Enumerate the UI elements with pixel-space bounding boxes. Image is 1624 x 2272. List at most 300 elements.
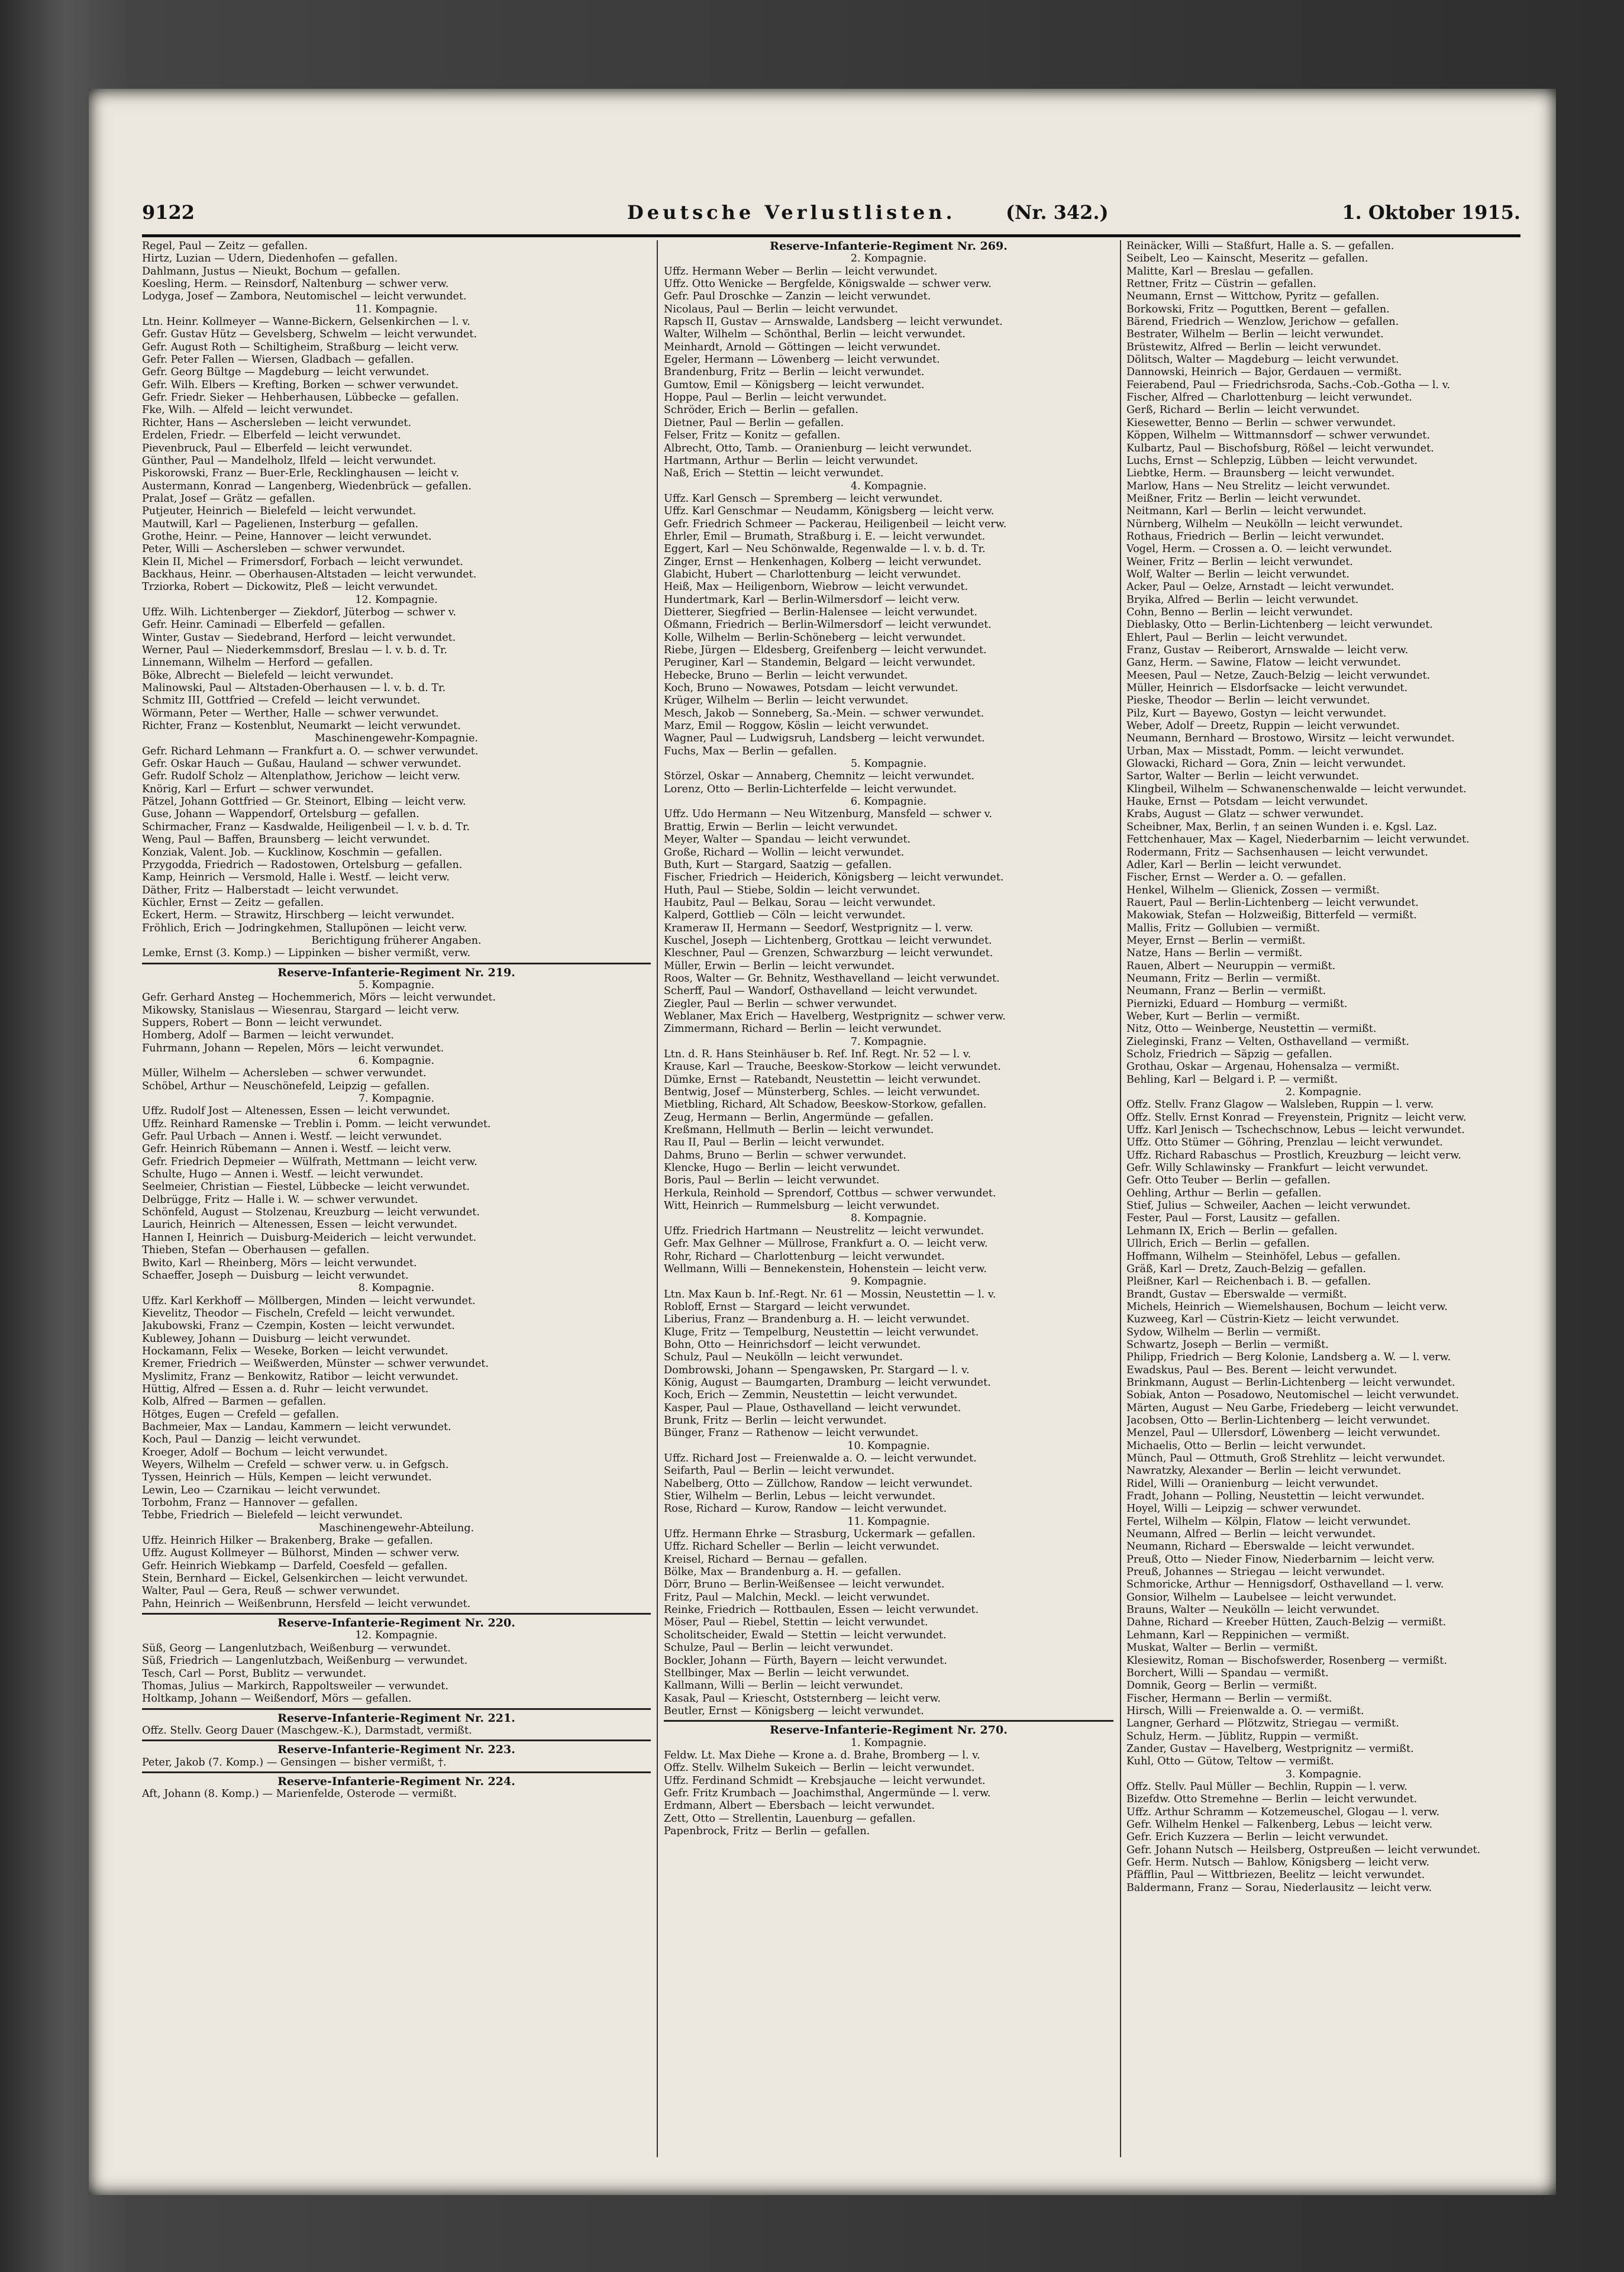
casualty-entry: Rohr, Richard — Charlottenburg — leicht verwundet.	[664, 1250, 945, 1263]
casualty-entry: Brauns, Walter — Neukölln — leicht verwundet.	[1126, 1604, 1380, 1616]
casualty-entry: Kasak, Paul — Kriescht, Oststernberg — leicht verw.	[664, 1692, 941, 1705]
casualty-entry: Brüstewitz, Alfred — Berlin — leicht verwundet.	[1126, 341, 1381, 353]
regiment-heading: Reserve-Infanterie-Regiment Nr. 219.	[277, 966, 515, 979]
issue-date: 1. Oktober 1915.	[1342, 201, 1520, 224]
regiment-heading: Reserve-Infanterie-Regiment Nr. 270.	[770, 1724, 1008, 1737]
casualty-entry: Schulte, Hugo — Annen i. Westf. — leicht verwundet.	[142, 1169, 424, 1181]
casualty-entry: Zander, Gustav — Havelberg, Westprignitz — vermißt.	[1126, 1742, 1414, 1755]
casualty-entry: Gerß, Richard — Berlin — leicht verwundet.	[1126, 404, 1360, 417]
casualty-entry: Neumann, Ernst — Wittchow, Pyritz — gefallen.	[1126, 291, 1380, 303]
company-heading: Maschinengewehr-Kompagnie.	[314, 732, 479, 745]
casualty-entry: Adler, Karl — Berlin — leicht verwundet.	[1126, 859, 1342, 871]
company-heading: 2. Kompagnie.	[1285, 1086, 1362, 1099]
casualty-entry: Scherff, Paul — Wandorf, Osthavelland — leicht verwundet.	[664, 985, 978, 998]
casualty-entry: Ewadskus, Paul — Bes. Berent — leicht verwundet.	[1126, 1364, 1397, 1376]
casualty-entry: Behling, Karl — Belgard i. P. — vermißt.	[1126, 1073, 1338, 1086]
regiment-heading: Reserve-Infanterie-Regiment Nr. 224.	[277, 1775, 515, 1788]
casualty-entry: Fritz, Paul — Malchin, Meckl. — leicht verwundet.	[664, 1591, 930, 1603]
casualty-entry: Tebbe, Friedrich — Bielefeld — leicht verwundet.	[142, 1509, 403, 1522]
casualty-entry: Böke, Albrecht — Bielefeld — leicht verwundet.	[142, 669, 394, 682]
casualty-entry: Bwito, Karl — Rheinberg, Mörs — leicht verwundet.	[142, 1257, 417, 1269]
casualty-entry: Richter, Franz — Kostenblut, Neumarkt — leicht verwundet.	[142, 720, 461, 732]
company-heading: 7. Kompagnie.	[850, 1035, 927, 1048]
casualty-entry: Kreßmann, Hellmuth — Berlin — leicht verwundet.	[664, 1124, 934, 1137]
casualty-entry: Hartmann, Arthur — Berlin — leicht verwundet.	[664, 454, 918, 467]
casualty-entry: Eggert, Karl — Neu Schönwalde, Regenwalde — l. v. b. d. Tr.	[664, 543, 986, 556]
casualty-entry: Sobiak, Anton — Posadowo, Neutomischel — leicht verwundet.	[1126, 1389, 1460, 1402]
casualty-entry: Kasper, Paul — Plaue, Osthavelland — leicht verwundet.	[664, 1402, 961, 1414]
column-divider	[657, 240, 658, 2157]
casualty-entry: Weng, Paul — Baffen, Braunsberg — leicht verwundet.	[142, 834, 430, 846]
casualty-entry: Jakubowski, Franz — Czempin, Kosten — leicht verwundet.	[142, 1320, 455, 1332]
casualty-entry: Domnik, Georg — Berlin — vermißt.	[1126, 1680, 1318, 1692]
casualty-entry: Gefr. Friedrich Depmeier — Wülfrath, Mettmann — leicht verw.	[142, 1156, 477, 1168]
casualty-entry: Przygodda, Friedrich — Radostowen, Ortelsburg — gefallen.	[142, 859, 463, 871]
casualty-entry: Ganz, Herm. — Sawine, Flatow — leicht verwundet.	[1126, 657, 1401, 669]
casualty-entry: Backhaus, Heinr. — Oberhausen-Altstaden — leicht verwundet.	[142, 568, 477, 580]
casualty-entry: Gefr. Georg Bültge — Magdeburg — leicht verwundet.	[142, 366, 430, 379]
casualty-entry: Walter, Paul — Gera, Reuß — schwer verwundet.	[142, 1585, 400, 1598]
casualty-entry: Seibelt, Leo — Kainscht, Meseritz — gefallen.	[1126, 253, 1368, 265]
page-content	[142, 201, 1520, 2166]
casualty-entry: Brandenburg, Fritz — Berlin — leicht verwundet.	[664, 366, 925, 379]
casualty-entry: Grothe, Heinr. — Peine, Hannover — leicht verwundet.	[142, 530, 432, 543]
casualty-entry: Erdelen, Friedr. — Elberfeld — leicht verwundet.	[142, 430, 401, 442]
company-heading: 7. Kompagnie.	[358, 1093, 435, 1105]
casualty-entry: Bestrater, Wilhelm — Berlin — leicht verwundet.	[1126, 328, 1384, 341]
casualty-entry: Klesiewitz, Roman — Bischofswerder, Rosenberg — vermißt.	[1126, 1654, 1447, 1667]
company-heading: Berichtigung früherer Angaben.	[311, 934, 482, 947]
casualty-entry: Müller, Wilhelm — Achersleben — schwer verwundet.	[142, 1067, 427, 1080]
publication-title: Deutsche Verlustlisten.	[627, 201, 956, 224]
casualty-entry: Gefr. Wilhelm Henkel — Falkenberg, Lebus — leicht verw.	[1126, 1818, 1433, 1831]
casualty-entry: Fke, Wilh. — Alfeld — leicht verwundet.	[142, 404, 353, 417]
regiment-heading: Reserve-Infanterie-Regiment Nr. 220.	[277, 1617, 515, 1630]
casualty-entry: Dölitsch, Walter — Magdeburg — leicht verwundet.	[1126, 354, 1399, 366]
casualty-entry: Uffz. Karl Kerkhoff — Möllbergen, Minden — leicht verwundet.	[142, 1295, 476, 1307]
casualty-entry: Brandt, Gustav — Eberswalde — vermißt.	[1126, 1288, 1347, 1300]
casualty-entry: Weiner, Fritz — Berlin — leicht verwundet.	[1126, 556, 1353, 568]
casualty-entry: Eckert, Herm. — Strawitz, Hirschberg — leicht verwundet.	[142, 909, 454, 922]
casualty-entry: Ltn. Heinr. Kollmeyer — Wanne-Bickern, Gelsenkirchen — l. v.	[142, 316, 470, 328]
casualty-entry: Mietbling, Richard, Alt Schadow, Beeskow-Storkow, gefallen.	[664, 1099, 987, 1111]
casualty-entry: Gefr. Erich Kuzzera — Berlin — leicht verwundet.	[1126, 1831, 1389, 1844]
casualty-entry: Pätzel, Johann Gottfried — Gr. Steinort, Elbing — leicht verw.	[142, 796, 466, 808]
casualty-entry: Gumtow, Emil — Königsberg — leicht verwundet.	[664, 379, 925, 391]
regiment-heading: Reserve-Infanterie-Regiment Nr. 269.	[770, 240, 1008, 253]
casualty-entry: Ehlert, Paul — Berlin — leicht verwundet.	[1126, 631, 1348, 644]
casualty-entry: Gefr. Gustav Hütz — Gevelsberg, Schwelm — leicht verwundet.	[142, 328, 477, 341]
casualty-entry: Gefr. Oskar Hauch — Gußau, Hauland — schwer verwundet.	[142, 758, 461, 770]
casualty-entry: Thomas, Julius — Markirch, Rappoltsweiler — verwundet.	[142, 1680, 448, 1692]
columns	[142, 240, 1520, 2157]
casualty-entry: Dahne, Richard — Kreeber Hütten, Zauch-Belzig — vermißt.	[1126, 1616, 1447, 1629]
casualty-entry: Preuß, Otto — Nieder Finow, Niederbarnim — leicht verw.	[1126, 1553, 1435, 1566]
casualty-entry: Peter, Jakob (7. Komp.) — Gensingen — bisher vermißt, †.	[142, 1756, 447, 1768]
casualty-entry: Uffz. August Kollmeyer — Bülhorst, Minden — schwer verw.	[142, 1547, 460, 1560]
casualty-entry: Malitte, Karl — Breslau — gefallen.	[1126, 265, 1314, 277]
casualty-entry: Kuzweeg, Karl — Cüstrin-Kietz — leicht verwundet.	[1126, 1314, 1399, 1326]
casualty-entry: Uffz. Udo Hermann — Neu Witzenburg, Mansfeld — schwer v.	[664, 808, 993, 821]
casualty-entry: Schulz, Herm. — Jüblitz, Ruppin — vermißt.	[1126, 1730, 1359, 1742]
casualty-entry: Oehling, Arthur — Berlin — gefallen.	[1126, 1187, 1322, 1199]
casualty-entry: Albrecht, Otto, Tamb. — Oranienburg — leicht verwundet.	[664, 442, 972, 454]
casualty-entry: Kallmann, Willi — Berlin — leicht verwundet.	[664, 1680, 903, 1692]
casualty-entry: Gefr. Peter Fallen — Wiersen, Gladbach — gefallen.	[142, 354, 414, 366]
casualty-entry: Uffz. Arthur Schramm — Kotzemeuschel, Glogau — l. verw.	[1126, 1806, 1440, 1818]
casualty-entry: Laurich, Heinrich — Altenessen, Essen — leicht verwundet.	[142, 1219, 457, 1231]
casualty-entry: Kalperd, Gottlieb — Cöln — leicht verwundet.	[664, 909, 906, 922]
casualty-entry: Gefr. Heinrich Wiebkamp — Darfeld, Coesfeld — gefallen.	[142, 1560, 448, 1572]
casualty-entry: Neumann, Bernhard — Brostowo, Wirsitz — leicht verwundet.	[1126, 732, 1455, 745]
casualty-entry: Michaelis, Otto — Berlin — leicht verwundet.	[1126, 1440, 1366, 1452]
company-heading: 2. Kompagnie.	[850, 253, 927, 265]
casualty-entry: Glabicht, Hubert — Charlottenburg — leicht verwundet.	[664, 568, 961, 580]
casualty-entry: Fuchs, Max — Berlin — gefallen.	[664, 745, 837, 757]
casualty-entry: Gefr. Richard Lehmann — Frankfurt a. O. — schwer verwundet.	[142, 745, 479, 757]
casualty-entry: Dieblasky, Otto — Berlin-Lichtenberg — leicht verwundet.	[1126, 619, 1433, 631]
casualty-entry: Gefr. Wilh. Elbers — Krefting, Borken — schwer verwundet.	[142, 379, 459, 391]
casualty-entry: Lehmann, Karl — Reppinichen — vermißt.	[1126, 1629, 1349, 1641]
casualty-entry: Ehrler, Emil — Brumath, Straßburg i. E. — leicht verwundet.	[664, 530, 986, 543]
casualty-entry: Märten, August — Neu Garbe, Friedeberg — leicht verwundet.	[1126, 1402, 1459, 1414]
casualty-entry: Dietner, Paul — Berlin — gefallen.	[664, 417, 844, 429]
casualty-entry: Papenbrock, Fritz — Berlin — gefallen.	[664, 1825, 870, 1837]
casualty-entry: Egeler, Hermann — Löwenberg — leicht verwundet.	[664, 354, 940, 366]
casualty-entry: Scholz, Friedrich — Säpzig — gefallen.	[1126, 1048, 1332, 1060]
casualty-entry: Krabs, August — Glatz — schwer verwundet.	[1126, 808, 1364, 821]
casualty-entry: Brinkmann, August — Berlin-Lichtenberg — leicht verwundet.	[1126, 1376, 1455, 1389]
casualty-entry: Offz. Stellv. Georg Dauer (Maschgew.-K.), Darmstadt, vermißt.	[142, 1724, 472, 1737]
casualty-entry: Kulbartz, Paul — Bischofsburg, Rößel — leicht verwundet.	[1126, 442, 1434, 454]
casualty-entry: Walter, Wilhelm — Schönthal, Berlin — leicht verwundet.	[664, 328, 966, 341]
casualty-entry: Fischer, Friedrich — Heiderich, Königsberg — leicht verwundet.	[664, 872, 1004, 884]
casualty-entry: Offz. Stellv. Ernst Konrad — Freyenstein, Prignitz — leicht verw.	[1126, 1111, 1467, 1124]
casualty-entry: Neumann, Richard — Eberswalde — leicht verwundet.	[1126, 1541, 1415, 1553]
casualty-entry: Krameraw II, Hermann — Seedorf, Westprignitz — l. verw.	[664, 922, 973, 934]
casualty-entry: Jacobsen, Otto — Berlin-Lichtenberg — leicht verwundet.	[1126, 1414, 1431, 1427]
casualty-entry: Lodyga, Josef — Zambora, Neutomischel — leicht verwundet.	[142, 291, 467, 303]
casualty-entry: Gefr. Willy Schlawinsky — Frankfurt — leicht verwundet.	[1126, 1162, 1429, 1174]
section-rule	[142, 1771, 651, 1773]
casualty-entry: Uffz. Ferdinand Schmidt — Krebsjauche — leicht verwundet.	[664, 1774, 986, 1787]
casualty-entry: Bölke, Max — Brandenburg a. H. — gefallen.	[664, 1566, 902, 1579]
casualty-entry: Scholitscheider, Ewald — Stettin — leicht verwundet.	[664, 1629, 947, 1641]
casualty-entry: Fester, Paul — Forst, Lausitz — gefallen.	[1126, 1212, 1341, 1225]
casualty-entry: Thieben, Stefan — Oberhausen — gefallen.	[142, 1244, 370, 1257]
casualty-entry: Rodermann, Fritz — Sachsenhausen — leicht verwundet.	[1126, 846, 1428, 859]
casualty-entry: Uffz. Karl Genschmar — Neudamm, Königsberg — leicht verw.	[664, 505, 995, 518]
casualty-entry: Nabelberg, Otto — Züllchow, Randow — leicht verwundet.	[664, 1477, 973, 1490]
casualty-entry: Franz, Gustav — Reiberort, Arnswalde — leicht verw.	[1126, 644, 1409, 656]
casualty-entry: Michels, Heinrich — Wiemelshausen, Bochum — leicht verw.	[1126, 1300, 1448, 1313]
casualty-entry: Neumann, Alfred — Berlin — leicht verwundet.	[1126, 1528, 1376, 1541]
casualty-entry: Schmitz III, Gottfried — Crefeld — leicht verwundet.	[142, 695, 421, 707]
casualty-entry: Günther, Paul — Mandelholz, Ilfeld — leicht verwundet.	[142, 454, 437, 467]
casualty-entry: Scheibner, Max, Berlin, † an seinen Wunden i. e. Kgsl. Laz.	[1126, 821, 1437, 833]
casualty-entry: Gefr. Gerhard Ansteg — Hochemmerich, Mörs — leicht verwundet.	[142, 992, 496, 1004]
casualty-entry: Wörmann, Peter — Werther, Halle — schwer verwundet.	[142, 707, 439, 719]
casualty-entry: Uffz. Karl Gensch — Spremberg — leicht verwundet.	[664, 492, 943, 505]
casualty-entry: Fischer, Hermann — Berlin — vermißt.	[1126, 1692, 1332, 1705]
casualty-entry: König, August — Baumgarten, Dramburg — leicht verwundet.	[664, 1376, 991, 1389]
casualty-entry: Bünger, Franz — Rathenow — leicht verwundet.	[664, 1427, 919, 1440]
casualty-entry: Gefr. Paul Droschke — Zanzin — leicht verwundet.	[664, 291, 931, 303]
company-heading: 10. Kompagnie.	[847, 1440, 930, 1452]
casualty-entry: Sartor, Walter — Berlin — leicht verwundet.	[1126, 770, 1360, 783]
casualty-entry: Fischer, Ernst — Werder a. O. — gefallen.	[1126, 872, 1347, 884]
casualty-entry: Austermann, Konrad — Langenberg, Wiedenbrück — gefallen.	[142, 480, 472, 492]
casualty-entry: Felser, Fritz — Konitz — gefallen.	[664, 430, 841, 442]
casualty-entry: Gefr. Johann Nutsch — Heilsberg, Ostpreußen — leicht verwundet.	[1126, 1844, 1481, 1856]
casualty-entry: Wagner, Paul — Ludwigsruh, Landsberg — leicht verwundet.	[664, 732, 985, 745]
casualty-entry: Erdmann, Albert — Ebersbach — leicht verwundet.	[664, 1800, 935, 1812]
casualty-entry: Uffz. Rudolf Jost — Altenessen, Essen — leicht verwundet.	[142, 1105, 450, 1118]
casualty-entry: Vogel, Herm. — Crossen a. O. — leicht verwundet.	[1126, 543, 1393, 556]
header-rule	[142, 234, 1520, 237]
casualty-entry: Peter, Willi — Aschersleben — schwer verwundet.	[142, 543, 405, 556]
casualty-entry: Brunk, Fritz — Berlin — leicht verwundet.	[664, 1414, 887, 1427]
casualty-entry: Uffz. Wilh. Lichtenberger — Ziekdorf, Jüterbog — schwer v.	[142, 606, 457, 618]
casualty-entry: Nürnberg, Wilhelm — Neukölln — leicht verwundet.	[1126, 518, 1403, 530]
casualty-entry: Putjeuter, Heinrich — Bielefeld — leicht verwundet.	[142, 505, 417, 518]
casualty-entry: Marz, Emil — Roggow, Köslin — leicht verwundet.	[664, 720, 929, 732]
casualty-entry: Acker, Paul — Oelze, Arnstadt — leicht verwundet.	[1126, 581, 1394, 593]
casualty-entry: Muskat, Walter — Berlin — vermißt.	[1126, 1642, 1318, 1654]
casualty-entry: Uffz. Otto Wenicke — Bergfelde, Königswalde — schwer verw.	[664, 278, 992, 291]
casualty-entry: Ltn. Max Kaun b. Inf.-Regt. Nr. 61 — Mossin, Neustettin — l. v.	[664, 1288, 996, 1300]
casualty-entry: Däther, Fritz — Halberstadt — leicht verwundet.	[142, 884, 399, 896]
casualty-entry: Neumann, Franz — Berlin — vermißt.	[1126, 985, 1326, 998]
casualty-entry: Wellmann, Willi — Bennekenstein, Hohenstein — leicht verw.	[664, 1263, 987, 1275]
casualty-entry: Aft, Johann (8. Komp.) — Marienfelde, Osterode — vermißt.	[142, 1788, 457, 1800]
casualty-entry: Zieleginski, Franz — Velten, Osthavelland — vermißt.	[1126, 1035, 1409, 1048]
casualty-entry: Koch, Paul — Danzig — leicht verwundet.	[142, 1434, 361, 1446]
issue-number: (Nr. 342.)	[1006, 201, 1109, 224]
casualty-entry: Koch, Bruno — Nowawes, Potsdam — leicht verwundet.	[664, 682, 958, 695]
casualty-entry: Neumann, Fritz — Berlin — vermißt.	[1126, 972, 1321, 985]
casualty-entry: Bärend, Friedrich — Wenzlow, Jerichow — gefallen.	[1126, 316, 1399, 328]
casualty-entry: Philipp, Friedrich — Berg Kolonie, Landsberg a. W. — l. verw.	[1126, 1351, 1451, 1364]
casualty-entry: Kreisel, Richard — Bernau — gefallen.	[664, 1553, 867, 1566]
casualty-entry: Gefr. August Roth — Schiltigheim, Straßburg — leicht verw.	[142, 341, 459, 353]
section-rule	[142, 963, 651, 964]
casualty-entry: Feierabend, Paul — Friedrichsroda, Sachs.-Cob.-Gotha — l. v.	[1126, 379, 1451, 391]
casualty-entry: Tyssen, Heinrich — Hüls, Kempen — leicht verwundet.	[142, 1471, 432, 1484]
casualty-entry: Schulz, Paul — Neukölln — leicht verwundet.	[664, 1351, 903, 1364]
casualty-entry: Schwartz, Joseph — Berlin — vermißt.	[1126, 1338, 1329, 1351]
casualty-entry: Meyer, Ernst — Berlin — vermißt.	[1126, 934, 1306, 947]
casualty-entry: Uffz. Reinhard Ramenske — Treblin i. Pomm. — leicht verwundet.	[142, 1118, 491, 1130]
casualty-entry: Naß, Erich — Stettin — leicht verwundet.	[664, 467, 884, 480]
company-heading: 12. Kompagnie.	[355, 1629, 438, 1642]
casualty-entry: Uffz. Otto Stümer — Göhring, Prenzlau — leicht verwundet.	[1126, 1137, 1443, 1149]
casualty-entry: Mallis, Fritz — Gollubien — vermißt.	[1126, 922, 1320, 934]
casualty-entry: Dietterer, Siegfried — Berlin-Halensee — leicht verwundet.	[664, 606, 977, 618]
casualty-entry: Krüger, Wilhelm — Berlin — leicht verwundet.	[664, 695, 909, 707]
company-heading: 1. Kompagnie.	[850, 1737, 927, 1749]
casualty-entry: Schröder, Erich — Berlin — gefallen.	[664, 404, 858, 417]
casualty-entry: Schöbel, Arthur — Neuschönefeld, Leipzig — gefallen.	[142, 1080, 430, 1092]
casualty-entry: Weyers, Wilhelm — Crefeld — schwer verw. u. in Gefgsch.	[142, 1459, 449, 1471]
column-1	[142, 240, 651, 2157]
casualty-entry: Koesling, Herm. — Reinsdorf, Naltenburg — schwer verw.	[142, 278, 449, 291]
casualty-entry: Henkel, Wilhelm — Glienick, Zossen — vermißt.	[1126, 884, 1380, 896]
casualty-entry: Süß, Friedrich — Langenlutzbach, Weißenburg — verwundet.	[142, 1655, 468, 1667]
casualty-entry: Uffz. Hermann Ehrke — Strasburg, Uckermark — gefallen.	[664, 1528, 976, 1541]
casualty-entry: Gefr. Heinr. Caminadi — Elberfeld — gefallen.	[142, 619, 386, 631]
casualty-entry: Cohn, Benno — Berlin — leicht verwundet.	[1126, 606, 1353, 618]
casualty-entry: Myslimitz, Franz — Benkowitz, Ratibor — leicht verwundet.	[142, 1370, 459, 1383]
casualty-entry: Fradt, Johann — Polling, Neustettin — leicht verwundet.	[1126, 1490, 1425, 1503]
casualty-entry: Stein, Bernhard — Eickel, Gelsenkirchen — leicht verwundet.	[142, 1573, 468, 1585]
casualty-entry: Lehmann IX, Erich — Berlin — gefallen.	[1126, 1225, 1338, 1237]
casualty-entry: Schaeffer, Joseph — Duisburg — leicht verwundet.	[142, 1269, 409, 1282]
casualty-entry: Robloff, Ernst — Stargard — leicht verwundet.	[664, 1300, 911, 1313]
casualty-entry: Gefr. Heinrich Rübemann — Annen i. Westf. — leicht verw.	[142, 1143, 451, 1156]
company-heading: 11. Kompagnie.	[847, 1515, 930, 1528]
casualty-entry: Guse, Johann — Wappendorf, Ortelsburg — gefallen.	[142, 808, 419, 821]
casualty-entry: Fertel, Wilhelm — Kölpin, Flatow — leicht verwundet.	[1126, 1515, 1411, 1528]
casualty-entry: Seifarth, Paul — Berlin — leicht verwundet.	[664, 1465, 895, 1477]
casualty-entry: Lewin, Leo — Czarnikau — leicht verwundet.	[142, 1484, 380, 1496]
casualty-entry: Rau II, Paul — Berlin — leicht verwundet.	[664, 1137, 884, 1149]
casualty-entry: Weblaner, Max Erich — Havelberg, Westprignitz — schwer verw.	[664, 1010, 1006, 1022]
casualty-entry: Regel, Paul — Zeitz — gefallen.	[142, 240, 308, 252]
casualty-entry: Lorenz, Otto — Berlin-Lichterfelde — leicht verwundet.	[664, 783, 957, 795]
casualty-entry: Oßmann, Friedrich — Berlin-Wilmersdorf — leicht verwundet.	[664, 619, 992, 631]
casualty-entry: Hötges, Eugen — Crefeld — gefallen.	[142, 1408, 339, 1421]
casualty-entry: Rauert, Paul — Berlin-Lichtenberg — leicht verwundet.	[1126, 896, 1419, 909]
casualty-entry: Konziak, Valent. Job. — Kucklinow, Koschmin — gefallen.	[142, 846, 443, 859]
casualty-entry: Hüttig, Alfred — Essen a. d. Ruhr — leicht verwundet.	[142, 1383, 429, 1395]
casualty-entry: Makowiak, Stefan — Holzweißig, Bitterfeld — vermißt.	[1126, 909, 1417, 922]
casualty-entry: Herkula, Reinhold — Sprendorf, Cottbus — schwer verwundet.	[664, 1187, 996, 1199]
casualty-entry: Schulze, Paul — Berlin — leicht verwundet.	[664, 1642, 893, 1654]
casualty-entry: Rothaus, Friedrich — Berlin — leicht verwundet.	[1126, 530, 1384, 543]
company-heading: 5. Kompagnie.	[850, 758, 927, 770]
casualty-entry: Hebecke, Bruno — Berlin — leicht verwundet.	[664, 669, 908, 682]
casualty-entry: Bohn, Otto — Heinrichsdorf — leicht verwundet.	[664, 1338, 921, 1351]
casualty-entry: Stief, Julius — Schweiler, Aachen — leicht verwundet.	[1126, 1200, 1411, 1212]
casualty-entry: Kuschel, Joseph — Lichtenberg, Grottkau — leicht verwundet.	[664, 934, 992, 947]
casualty-entry: Offz. Stellv. Paul Müller — Bechlin, Ruppin — l. verw.	[1126, 1780, 1407, 1793]
casualty-entry: Roos, Walter — Gr. Behnitz, Westhavelland — leicht verwundet.	[664, 972, 1000, 985]
casualty-entry: Rauen, Albert — Neuruppin — vermißt.	[1126, 960, 1336, 972]
casualty-entry: Köppen, Wilhelm — Wittmannsdorf — schwer verwundet.	[1126, 430, 1431, 442]
casualty-entry: Bryika, Alfred — Berlin — leicht verwundet.	[1126, 593, 1359, 606]
casualty-entry: Müller, Erwin — Berlin — leicht verwundet.	[664, 960, 895, 972]
casualty-entry: Knörig, Karl — Erfurt — schwer verwundet.	[142, 783, 374, 795]
casualty-entry: Preuß, Johannes — Striegau — leicht verwundet.	[1126, 1566, 1386, 1579]
casualty-entry: Nicolaus, Paul — Berlin — leicht verwundet.	[664, 303, 898, 315]
casualty-entry: Peruginer, Karl — Standemin, Belgard — leicht verwundet.	[664, 657, 976, 669]
casualty-entry: Nitz, Otto — Weinberge, Neustettin — vermißt.	[1126, 1023, 1377, 1035]
casualty-entry: Heiß, Max — Heiligenborn, Wiebrow — leicht verwundet.	[664, 581, 968, 593]
casualty-entry: Gefr. Rudolf Scholz — Altenplathow, Jerichow — leicht verw.	[142, 770, 460, 783]
casualty-entry: Sydow, Wilhelm — Berlin — vermißt.	[1126, 1326, 1321, 1338]
casualty-entry: Meinhardt, Arnold — Göttingen — leicht verwundet.	[664, 341, 941, 353]
casualty-entry: Meyer, Walter — Spandau — leicht verwundet.	[664, 834, 911, 846]
regiment-heading: Reserve-Infanterie-Regiment Nr. 221.	[277, 1712, 515, 1725]
casualty-entry: Störzel, Oskar — Annaberg, Chemnitz — leicht verwundet.	[664, 770, 975, 783]
section-rule	[142, 1708, 651, 1710]
casualty-entry: Kluge, Fritz — Tempelburg, Neustettin — leicht verwundet.	[664, 1326, 979, 1338]
casualty-entry: Witt, Heinrich — Rummelsburg — leicht verwundet.	[664, 1200, 939, 1212]
casualty-entry: Gefr. Friedr. Sieker — Hehberhausen, Lübbecke — gefallen.	[142, 392, 459, 404]
casualty-entry: Richter, Hans — Aschersleben — leicht verwundet.	[142, 417, 412, 429]
casualty-entry: Rose, Richard — Kurow, Randow — leicht verwundet.	[664, 1503, 947, 1515]
casualty-entry: Boris, Paul — Berlin — leicht verwundet.	[664, 1174, 880, 1187]
casualty-entry: Borchert, Willi — Spandau — vermißt.	[1126, 1667, 1329, 1679]
casualty-entry: Pievenbruck, Paul — Elberfeld — leicht verwundet.	[142, 442, 413, 454]
casualty-entry: Hoppe, Paul — Berlin — leicht verwundet.	[664, 392, 887, 404]
casualty-entry: Trziorka, Robert — Dickowitz, Pleß — leicht verwundet.	[142, 581, 438, 593]
casualty-entry: Menzel, Paul — Ullersdorf, Löwenberg — leicht verwundet.	[1126, 1427, 1441, 1440]
column-3	[1126, 240, 1520, 2157]
casualty-entry: Tesch, Carl — Porst, Bublitz — verwundet.	[142, 1667, 367, 1680]
casualty-entry: Zinger, Ernst — Henkenhagen, Kolberg — leicht verwundet.	[664, 556, 981, 568]
casualty-entry: Dahlmann, Justus — Nieukt, Bochum — gefallen.	[142, 265, 401, 277]
casualty-entry: Möser, Paul — Riebel, Stettin — leicht verwundet.	[664, 1616, 928, 1629]
casualty-entry: Piernizki, Eduard — Homburg — vermißt.	[1126, 998, 1348, 1010]
casualty-entry: Uffz. Friedrich Hartmann — Neustrelitz — leicht verwundet.	[664, 1225, 984, 1237]
casualty-entry: Meißner, Fritz — Berlin — leicht verwundet.	[1126, 492, 1361, 505]
casualty-entry: Reinke, Friedrich — Rottbaulen, Essen — leicht verwundet.	[664, 1604, 979, 1616]
company-heading: 4. Kompagnie.	[850, 480, 927, 492]
casualty-entry: Kleschner, Paul — Grenzen, Schwarzburg — leicht verwundet.	[664, 947, 993, 960]
casualty-entry: Kamp, Heinrich — Versmold, Halle i. Westf. — leicht verw.	[142, 872, 450, 884]
casualty-entry: Ridel, Willi — Oranienburg — leicht verwundet.	[1126, 1477, 1378, 1490]
casualty-entry: Uffz. Hermann Weber — Berlin — leicht verwundet.	[664, 265, 938, 277]
casualty-entry: Homberg, Adolf — Barmen — leicht verwundet.	[142, 1030, 394, 1042]
casualty-entry: Dombrowski, Johann — Spengawsken, Pr. Stargard — l. v.	[664, 1364, 970, 1376]
casualty-entry: Weber, Kurt — Berlin — vermißt.	[1126, 1010, 1300, 1022]
regiment-heading: Reserve-Infanterie-Regiment Nr. 223.	[277, 1744, 515, 1757]
casualty-entry: Wolf, Walter — Berlin — leicht verwundet.	[1126, 568, 1349, 580]
casualty-entry: Hauke, Ernst — Potsdam — leicht verwundet.	[1126, 796, 1368, 808]
casualty-entry: Gefr. Paul Urbach — Annen i. Westf. — leicht verwundet.	[142, 1131, 442, 1143]
casualty-entry: Natze, Hans — Berlin — vermißt.	[1126, 947, 1303, 960]
casualty-entry: Fischer, Alfred — Charlottenburg — leicht verwundet.	[1126, 392, 1413, 404]
casualty-entry: Reinäcker, Willi — Staßfurt, Halle a. S. — gefallen.	[1126, 240, 1394, 252]
casualty-entry: Bockler, Johann — Fürth, Bayern — leicht verwundet.	[664, 1654, 947, 1667]
casualty-entry: Pfäfflin, Paul — Wittbriezen, Beelitz — leicht verwundet.	[1126, 1869, 1425, 1882]
casualty-entry: Delbrügge, Fritz — Halle i. W. — schwer verwundet.	[142, 1193, 418, 1206]
casualty-entry: Pieske, Theodor — Berlin — leicht verwundet.	[1126, 695, 1370, 707]
casualty-entry: Kuhl, Otto — Gütow, Teltow — vermißt.	[1126, 1755, 1334, 1768]
casualty-entry: Uffz. Karl Jenisch — Tschechschnow, Lebus — leicht verwundet.	[1126, 1124, 1465, 1137]
casualty-entry: Dörr, Bruno — Berlin-Weißensee — leicht verwundet.	[664, 1579, 945, 1591]
casualty-entry: Pilz, Kurt — Bayewo, Gostyn — leicht verwundet.	[1126, 707, 1387, 719]
casualty-entry: Piskorowski, Franz — Buer-Erle, Recklinghausen — leicht v.	[142, 467, 459, 480]
casualty-entry: Seelmeier, Christian — Fiestel, Lübbecke — leicht verwundet.	[142, 1181, 470, 1193]
casualty-entry: Suppers, Robert — Bonn — leicht verwundet.	[142, 1016, 383, 1029]
casualty-entry: Uffz. Heinrich Hilker — Brakenberg, Brake — gefallen.	[142, 1535, 433, 1547]
casualty-entry: Rettner, Fritz — Cüstrin — gefallen.	[1126, 278, 1316, 291]
company-heading: 8. Kompagnie.	[358, 1282, 435, 1295]
casualty-entry: Offz. Stellv. Franz Glagow — Walsleben, Ruppin — l. verw.	[1126, 1099, 1434, 1111]
company-heading: 6. Kompagnie.	[358, 1055, 435, 1067]
casualty-entry: Stellbinger, Max — Berlin — leicht verwundet.	[664, 1667, 909, 1679]
casualty-entry: Winter, Gustav — Siedebrand, Herford — leicht verwundet.	[142, 631, 456, 644]
casualty-entry: Hundertmark, Karl — Berlin-Wilmersdorf — leicht verw.	[664, 593, 960, 606]
casualty-entry: Pralat, Josef — Grätz — gefallen.	[142, 492, 315, 505]
casualty-entry: Ltn. d. R. Hans Steinhäuser b. Ref. Inf. Regt. Nr. 52 — l. v.	[664, 1048, 971, 1060]
casualty-entry: Uffz. Richard Scheller — Berlin — leicht verwundet.	[664, 1541, 939, 1553]
casualty-entry: Bachmeier, Max — Landau, Kammern — leicht verwundet.	[142, 1421, 451, 1433]
company-heading: 8. Kompagnie.	[850, 1212, 927, 1225]
